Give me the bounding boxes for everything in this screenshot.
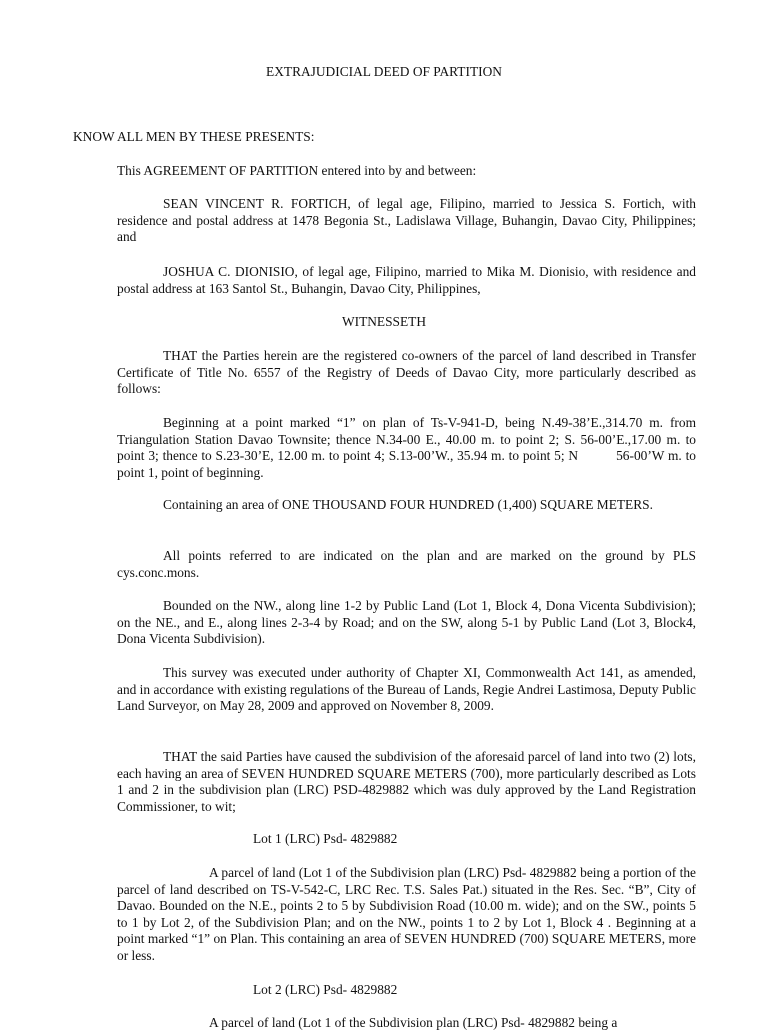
beginning-text: Beginning at a point marked “1” on plan of Ts-V-941-D, being N.49-38’E.,314.70 m. from Triangulation Station Davao Townsite; thence N.34-00 E., 40.00 m. to point 2; S. 56-00’E.,17.00 m. to point 3; thence to S.23-30’E, 12.00 m. to point 4; S.13-00’W., 35.94 m. to point 5; N [117, 415, 696, 464]
witnesseth-heading: WITNESSETH [341, 314, 427, 329]
points-paragraph: All points referred to are indicated on the plan and are marked on the ground by PLS cys.conc.mons. [117, 548, 696, 580]
co-owners-paragraph: THAT the Parties herein are the registered co-owners of the parcel of land described in Transfer Certificate of Title No. 6557 of the Registry of Deeds of Davao City, more particularly described as follows: [117, 348, 696, 397]
document-title: EXTRAJUDICIAL DEED OF PARTITION [266, 64, 502, 79]
survey-paragraph: This survey was executed under authority of Chapter XI, Commonwealth Act 141, as amended, and in accordance with existing regulations of the Bureau of Lands, Regie Andrei Lastimosa, Deputy Public Land Surveyor, on May 28, 2009 and approved on November 8, 2009. [117, 665, 696, 714]
beginning-paragraph [117, 415, 696, 481]
lot-2-heading: Lot 2 (LRC) Psd- 4829882 [253, 982, 398, 997]
subdivision-paragraph: THAT the said Parties have caused the subdivision of the aforesaid parcel of land into two (2) lots, each having an area of SEVEN HUNDRED SQUARE METERS (700), more particularly described as Lots 1 and 2 in the subdivision plan (LRC) PSD-4829882 which was duly approved by the Land Registration Commissioner, to wit; [117, 749, 696, 814]
intro-line: This AGREEMENT OF PARTITION entered into by and between: [117, 163, 477, 178]
bounded-paragraph: Bounded on the NW., along line 1-2 by Public Land (Lot 1, Block 4, Dona Vicenta Subdivision); on the NE., and E., along lines 2-3-4 by Road; and on the SW, along 5-1 by Public Land (Lot 3, Block4, Dona Vicenta Subdivision). [117, 598, 696, 647]
party-1-paragraph: SEAN VINCENT R. FORTICH, of legal age, Filipino, married to Jessica S. Fortich, with residence and postal address at 1478 Begonia St., Ladislawa Village, Buhangin, Davao City, Philippines; and [117, 196, 696, 245]
lot-1-heading: Lot 1 (LRC) Psd- 4829882 [253, 831, 398, 846]
area-paragraph: Containing an area of ONE THOUSAND FOUR HUNDRED (1,400) SQUARE METERS. [163, 497, 653, 512]
lot-2-description: A parcel of land (Lot 1 of the Subdivision plan (LRC) Psd- 4829882 being a [209, 1015, 618, 1030]
lot-1-description: A parcel of land (Lot 1 of the Subdivision plan (LRC) Psd- 4829882 being a portion of the parcel of land described on TS-V-542-C, LRC Rec. T.S. Sales Pat.) situated in the Res. Sec. “B”, City of Davao. Bounded on the N.E., points 2 to 5 by Subdivision Road (10.00 m. wide); and on the SW., points 5 to 1 by Lot 2, of the Subdivision Plan; and on the NW., points 1 to 2 by Lot 1, Block 4 . Beginning at a point marked “1” on Plan. This containing an area of SEVEN HUNDRED (700) SQUARE METERS, more or less. [117, 865, 696, 963]
party-2-paragraph: JOSHUA C. DIONISIO, of legal age, Filipino, married to Mika M. Dionisio, with residence and postal address at 163 Santol St., Buhangin, Davao City, Philippines, [117, 264, 696, 296]
beginning-text-end: 56-00’W m. to point 1, point of beginning. [117, 448, 696, 480]
opening-line: KNOW ALL MEN BY THESE PRESENTS: [73, 129, 315, 144]
